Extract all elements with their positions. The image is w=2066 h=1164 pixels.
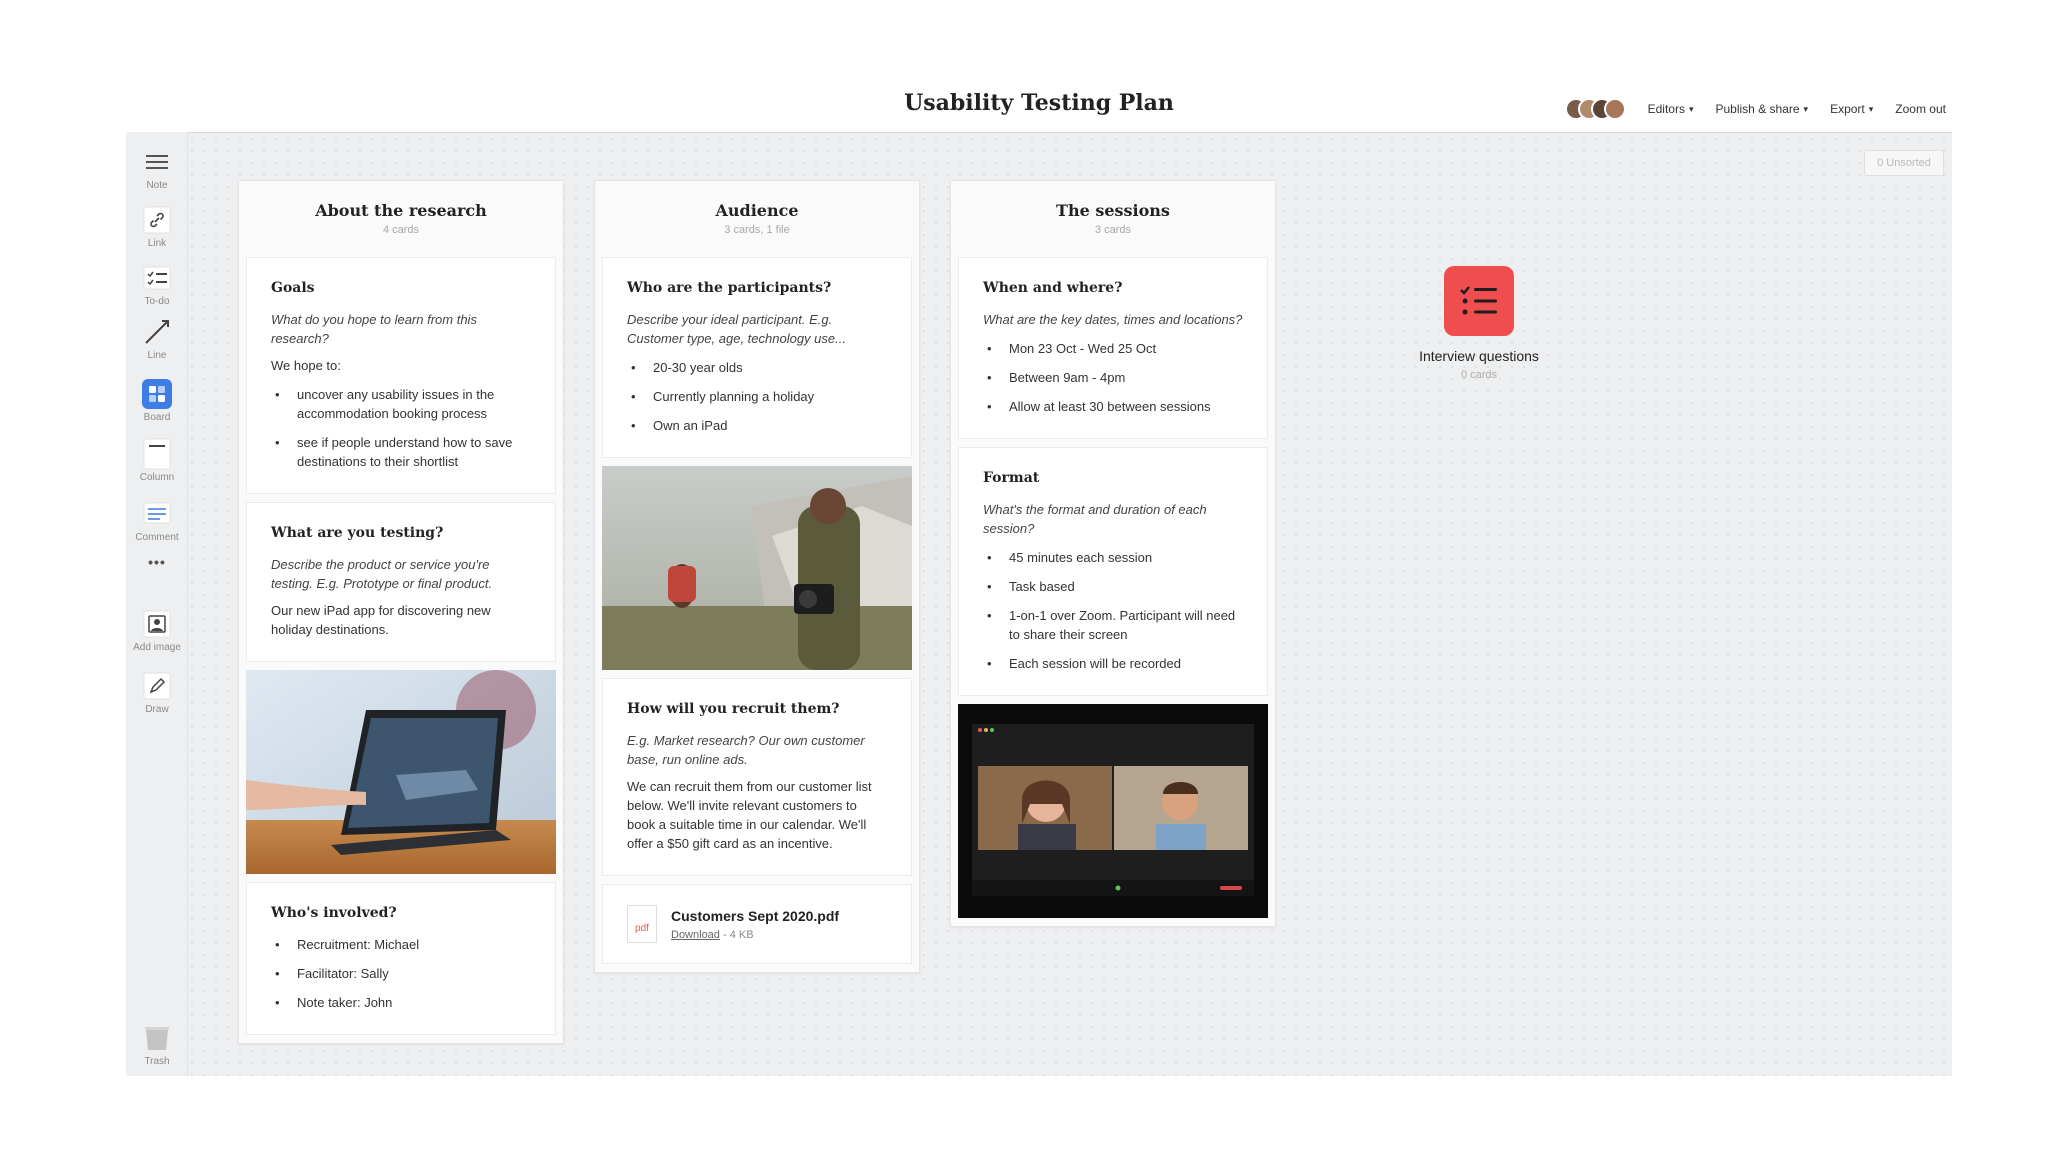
card-title: Format (983, 470, 1040, 486)
column-subtitle: 4 cards (382, 224, 420, 236)
column-title: The sessions (1056, 201, 1170, 220)
comment-icon (142, 500, 172, 528)
editor-avatars[interactable] (1565, 98, 1626, 120)
line-icon (142, 318, 172, 346)
more-icon: ••• (148, 554, 166, 570)
file-size: - 4 KB (722, 928, 754, 941)
column-title: Audience (715, 201, 799, 220)
card-recruit[interactable] (602, 678, 912, 876)
image-card-travelers[interactable] (602, 466, 912, 670)
ipad-photo (246, 670, 556, 874)
pdf-file-icon (627, 905, 657, 943)
download-link[interactable]: Download (671, 928, 720, 941)
top-bar (126, 80, 1952, 132)
card-list (627, 358, 887, 435)
comment-tool[interactable] (126, 500, 188, 543)
export-button[interactable] (1830, 102, 1873, 116)
chevron-down-icon: ▾ (1803, 103, 1809, 114)
trash-icon (142, 1024, 172, 1052)
comment-label: Comment (135, 532, 179, 543)
board-icon (142, 380, 172, 408)
line-label: Line (147, 350, 167, 361)
add-image-tool[interactable] (126, 610, 188, 653)
card-title: How will you recruit them? (627, 701, 840, 717)
image-card-ipad[interactable] (246, 670, 556, 874)
card-participants[interactable] (602, 257, 912, 458)
list-item: • Facilitator: Sally (271, 964, 531, 983)
list-item: • Allow at least 30 between sessions (983, 397, 1243, 416)
link-label: Link (147, 238, 167, 249)
chevron-down-icon: ▾ (1868, 103, 1874, 114)
note-icon (142, 148, 172, 176)
list-item: • uncover any usability issues in the accommodation booking process (271, 385, 531, 423)
card-what-testing[interactable] (246, 502, 556, 662)
column-title: About the research (315, 201, 487, 220)
export-label: Export (1830, 102, 1865, 116)
list-item: • Each session will be recorded (983, 654, 1243, 673)
list-item: • 1-on-1 over Zoom. Participant will need to share their screen (983, 606, 1243, 644)
editors-button[interactable] (1648, 102, 1694, 116)
card-list (271, 385, 531, 471)
list-item: • 45 minutes each session (983, 548, 1243, 567)
column-header[interactable] (951, 181, 1275, 257)
video-call-screenshot (958, 704, 1268, 918)
column-header[interactable] (595, 181, 919, 257)
trash-label: Trash (144, 1056, 170, 1067)
board-name: Interview questions (1419, 348, 1539, 364)
list-item: • Note taker: John (271, 993, 531, 1012)
card-title: Goals (271, 280, 315, 296)
card-whos-involved[interactable] (246, 882, 556, 1035)
todo-tool[interactable] (126, 264, 188, 307)
zoom-label: Zoom out (1895, 102, 1946, 116)
draw-label: Draw (145, 704, 169, 715)
list-item: • Task based (983, 577, 1243, 596)
card-list (983, 548, 1243, 673)
page-title: Usability Testing Plan (904, 90, 1174, 116)
card-description: What do you hope to learn from this research? (271, 312, 477, 346)
card-description: What are the key dates, times and locations? (983, 312, 1243, 327)
card-title: What are you testing? (271, 525, 444, 541)
card-list (271, 935, 531, 1012)
editors-label: Editors (1647, 102, 1685, 116)
card-title: Who are the participants? (627, 280, 832, 296)
card-format[interactable] (958, 447, 1268, 696)
card-description: What's the format and duration of each session? (983, 502, 1207, 536)
card-when-where[interactable] (958, 257, 1268, 439)
pdf-icon-label: pdf (635, 923, 649, 934)
list-item: • Currently planning a holiday (627, 387, 887, 406)
list-item: • Own an iPad (627, 416, 887, 435)
column-label: Column (139, 472, 175, 483)
list-item: • Between 9am - 4pm (983, 368, 1243, 387)
trash-tool[interactable] (126, 1024, 188, 1067)
card-description: E.g. Market research? Our own customer base, run online ads. (627, 733, 865, 767)
add-image-label: Add image (133, 642, 181, 653)
top-actions (1565, 98, 1946, 120)
unsorted-badge[interactable]: 0 Unsorted (1864, 150, 1944, 176)
board-card-count: 0 cards (1460, 369, 1498, 381)
list-item: • 20-30 year olds (627, 358, 887, 377)
image-icon (142, 610, 172, 638)
image-card-video-call[interactable] (958, 704, 1268, 918)
card-list (983, 339, 1243, 416)
column-sessions[interactable] (950, 180, 1276, 927)
column-tool[interactable] (126, 440, 188, 483)
left-toolbar (126, 132, 188, 1076)
file-name: Customers Sept 2020.pdf (671, 907, 840, 924)
more-tools-button[interactable] (126, 550, 188, 570)
column-about-research[interactable] (238, 180, 564, 1044)
checklist-icon (142, 264, 172, 292)
board-label: Board (143, 412, 171, 423)
card-text: Our new iPad app for discovering new holiday destinations. (271, 603, 491, 637)
chevron-down-icon: ▾ (1688, 103, 1694, 114)
file-meta (671, 929, 839, 941)
avatar (1604, 98, 1626, 120)
column-subtitle: 3 cards (1094, 224, 1132, 236)
list-icon (1444, 266, 1514, 336)
link-icon (142, 206, 172, 234)
pencil-icon (142, 672, 172, 700)
card-text: We can recruit them from our customer list below. We'll invite relevant customers to book a suitable time in our calendar. We'll offer a $50 gift card as an incentive. (627, 779, 872, 851)
list-item: • see if people understand how to save destinations to their shortlist (271, 433, 531, 471)
column-header[interactable] (239, 181, 563, 257)
todo-label: To-do (144, 296, 170, 307)
card-title: When and where? (983, 280, 1123, 296)
card-text: We hope to: (271, 358, 341, 373)
draw-tool[interactable] (126, 672, 188, 715)
publish-label: Publish & share (1715, 102, 1800, 116)
line-tool[interactable] (126, 318, 188, 361)
card-description: Describe the product or service you're testing. E.g. Prototype or final product. (271, 557, 493, 591)
column-audience[interactable] (594, 180, 920, 973)
board-interview-questions[interactable] (1384, 266, 1574, 381)
file-card[interactable] (602, 884, 912, 964)
column-icon (142, 440, 172, 468)
list-item: • Recruitment: Michael (271, 935, 531, 954)
note-label: Note (146, 180, 168, 191)
card-goals[interactable] (246, 257, 556, 494)
note-tool[interactable] (126, 148, 188, 191)
link-tool[interactable] (126, 206, 188, 249)
column-subtitle: 3 cards, 1 file (724, 224, 790, 236)
board-tool[interactable] (126, 380, 188, 423)
travelers-photo (602, 466, 912, 670)
publish-share-button[interactable] (1716, 102, 1809, 116)
card-description: Describe your ideal participant. E.g. Customer type, age, technology use... (627, 312, 846, 346)
card-title: Who's involved? (271, 905, 397, 921)
zoom-out-button[interactable] (1895, 102, 1946, 116)
list-item: • Mon 23 Oct - Wed 25 Oct (983, 339, 1243, 358)
